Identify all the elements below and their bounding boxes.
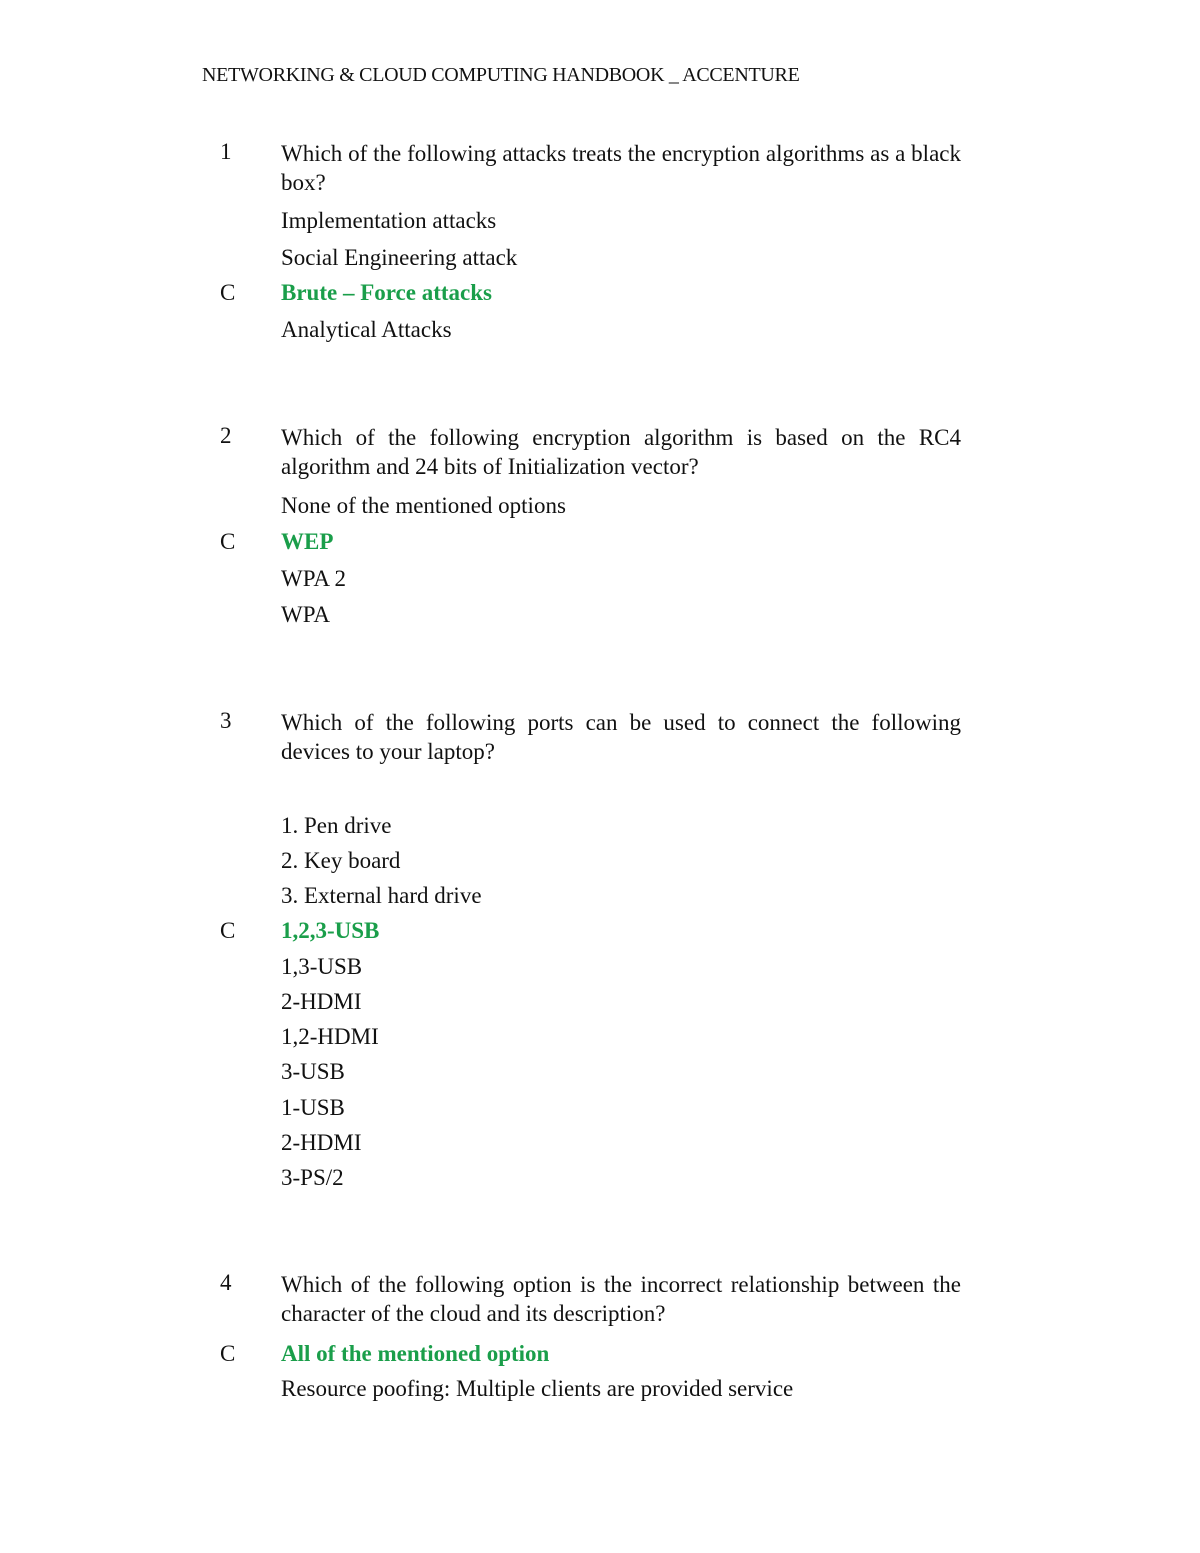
question-1-option-1: Implementation attacks	[281, 208, 497, 233]
question-3-option-8: 3-PS/2	[281, 1165, 344, 1190]
question-3-option-1-correct: 1,2,3-USB	[281, 918, 380, 943]
question-2-correct-marker: C	[220, 529, 236, 554]
question-1-correct-marker: C	[220, 280, 236, 305]
question-3-item-2: 2. Key board	[281, 848, 401, 873]
question-2-option-3: WPA 2	[281, 566, 346, 591]
question-3-option-7: 2-HDMI	[281, 1130, 362, 1155]
question-3-item-3: 3. External hard drive	[281, 883, 482, 908]
question-3-option-5: 3-USB	[281, 1059, 345, 1084]
question-4-option-2: Resource poofing: Multiple clients are provided service	[281, 1376, 794, 1401]
question-3-correct-marker: C	[220, 918, 236, 943]
question-4-number: 4	[220, 1270, 232, 1295]
question-3-option-2: 1,3-USB	[281, 954, 363, 979]
question-3-option-6: 1-USB	[281, 1095, 345, 1120]
question-3-number: 3	[220, 708, 232, 733]
question-2-number: 2	[220, 423, 232, 448]
question-4-option-1-correct: All of the mentioned option	[281, 1341, 550, 1366]
question-2-option-1: None of the mentioned options	[281, 493, 566, 518]
question-1-option-3-correct: Brute – Force attacks	[281, 280, 492, 305]
question-2-option-4: WPA	[281, 602, 330, 627]
question-1-text: Which of the following attacks treats the encryption algorithms as a black box?	[281, 141, 961, 195]
question-4-text: Which of the following option is the incorrect relationship between the character of the cloud and its description?	[281, 1272, 961, 1326]
question-4-correct-marker: C	[220, 1341, 236, 1366]
question-1-option-2: Social Engineering attack	[281, 245, 518, 270]
question-1-option-4: Analytical Attacks	[281, 317, 452, 342]
question-3-option-4: 1,2-HDMI	[281, 1024, 379, 1049]
question-2-text: Which of the following encryption algorithm is based on the RC4 algorithm and 24 bits of Initialization vector?	[281, 425, 961, 479]
question-3-item-1: 1. Pen drive	[281, 813, 392, 838]
question-3-option-3: 2-HDMI	[281, 989, 362, 1014]
question-1-number: 1	[220, 139, 232, 164]
page-header: NETWORKING & CLOUD COMPUTING HANDBOOK _ ACCENTURE	[202, 64, 800, 86]
question-2-option-2-correct: WEP	[281, 529, 334, 554]
question-3-text: Which of the following ports can be used to connect the following devices to your laptop?	[281, 710, 961, 764]
